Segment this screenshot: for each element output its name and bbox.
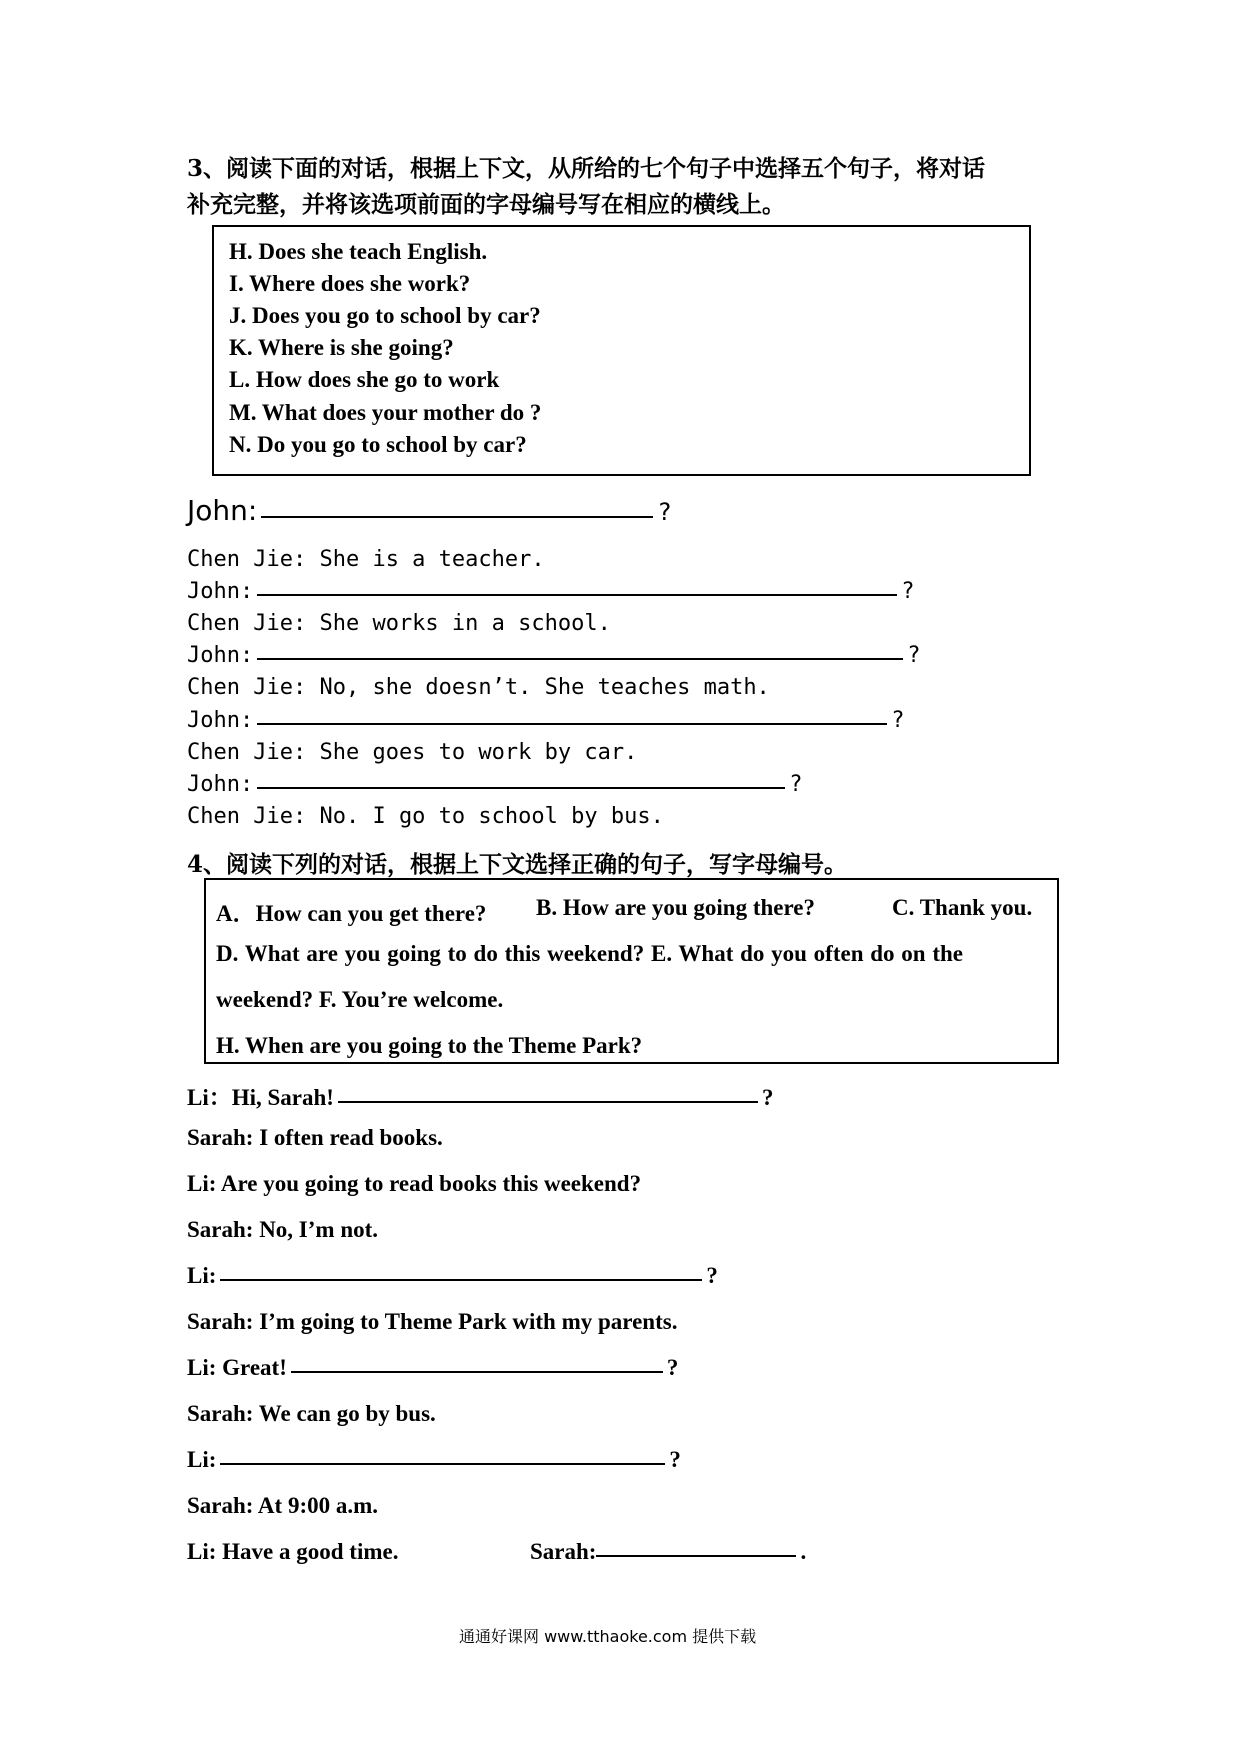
dialogue4-line-11-right [530, 1539, 806, 1565]
answer-blank[interactable] [338, 1100, 758, 1103]
dialogue-text: Sarah: [530, 1539, 597, 1564]
dialogue4-line-9 [187, 1447, 681, 1473]
answer-blank[interactable] [596, 1554, 796, 1557]
options-line-f: weekend? F. You’re welcome. [216, 987, 504, 1012]
speaker: John: [187, 772, 254, 797]
answer-blank[interactable] [257, 786, 785, 789]
option-h: H. Does she teach English. [229, 239, 488, 264]
dialogue-text: Li: [187, 1447, 217, 1472]
dialogue4-line-7 [187, 1355, 678, 1381]
reply-text: No, she doesn’t. She teaches math. [319, 675, 770, 700]
dialogue-text: Li：Hi, Sarah! [187, 1085, 334, 1110]
speaker: Chen Jie: [187, 675, 307, 700]
line-end: ? [666, 1355, 679, 1380]
answer-blank[interactable] [257, 722, 887, 725]
answer-blank[interactable] [220, 1278, 702, 1281]
dialogue3-line-4 [187, 611, 611, 636]
dialogue3-line-8 [187, 740, 637, 765]
speaker: Chen Jie: [187, 740, 307, 765]
option-h-when: H. When are you going to the Theme Park? [216, 1033, 643, 1058]
dialogue3-line-1 [187, 494, 672, 527]
speaker: John: [187, 708, 254, 733]
line-end: ? [669, 1447, 681, 1472]
dialogue3-line-6 [187, 675, 770, 700]
option-l: L. How does she go to work [229, 367, 500, 392]
option-j: J. Does you go to school by car? [229, 303, 541, 328]
section3-heading-line1: 3、阅读下面的对话，根据上下文，从所给的七个句子中选择五个句子，将对话 [187, 155, 986, 182]
dialogue3-line-3 [187, 579, 914, 604]
line-end: ? [907, 643, 921, 668]
options-line-de: D. What are you going to do this weekend? E. What do you often do on the [216, 941, 963, 966]
dialogue3-line-9 [187, 772, 802, 797]
option-c: C. Thank you. [892, 895, 1033, 920]
option-n: N. Do you go to school by car? [229, 432, 527, 457]
speaker: John: [187, 579, 254, 604]
dialogue-text: Li: Great! [187, 1355, 287, 1380]
option-m: M. What does your mother do ? [229, 400, 542, 425]
line-end: ? [706, 1263, 718, 1288]
reply-text: She is a teacher. [319, 547, 545, 572]
footer-text: 通通好课网 www.tthaoke.com 提供下载 [459, 1627, 757, 1646]
dialogue3-line-10 [187, 804, 664, 829]
speaker: Chen Jie: [187, 547, 307, 572]
speaker: Chen Jie: [187, 804, 307, 829]
dialogue4-line-5 [187, 1263, 718, 1289]
line-end: ? [901, 579, 915, 604]
answer-blank[interactable] [261, 515, 653, 518]
speaker: Chen Jie: [187, 611, 307, 636]
line-end: ? [789, 772, 803, 797]
section4-heading: 4、阅读下列的对话，根据上下文选择正确的句子，写字母编号。 [187, 851, 848, 878]
dialogue3-line-5 [187, 643, 920, 668]
reply-text: She goes to work by car. [319, 740, 638, 765]
dialogue4-line-1 [187, 1079, 773, 1112]
answer-blank[interactable] [257, 657, 903, 660]
answer-blank[interactable] [220, 1462, 665, 1465]
answer-blank[interactable] [291, 1370, 663, 1373]
option-k: K. Where is she going? [229, 335, 454, 360]
dialogue4-line-4: Sarah: No, I’m not. [187, 1217, 379, 1242]
line-end: ? [891, 708, 905, 733]
speaker: John: [187, 643, 254, 668]
dialogue4-line-11-left: Li: Have a good time. [187, 1539, 399, 1564]
section3-heading-line2: 补充完整，并将该选项前面的字母编号写在相应的横线上。 [187, 191, 785, 218]
dialogue4-line-6: Sarah: I’m going to Theme Park with my parents. [187, 1309, 678, 1334]
dialogue4-line-3: Li: Are you going to read books this weekend? [187, 1171, 642, 1196]
option-b: B. How are you going there? [536, 895, 815, 920]
dialogue4-line-2: Sarah: I often read books. [187, 1125, 443, 1150]
option-i: I. Where does she work? [229, 271, 471, 296]
reply-text: No. I go to school by bus. [319, 804, 664, 829]
dialogue4-line-10: Sarah: At 9:00 a.m. [187, 1493, 379, 1518]
answer-blank[interactable] [257, 593, 897, 596]
line-end: ? [657, 498, 672, 526]
line-end: . [800, 1539, 807, 1564]
option-a: A．How can you get there? [216, 901, 487, 926]
speaker: John: [187, 494, 258, 527]
dialogue3-line-2 [187, 547, 545, 572]
reply-text: She works in a school. [319, 611, 611, 636]
dialogue-text: Li: [187, 1263, 217, 1288]
line-end: ? [761, 1085, 774, 1110]
dialogue4-line-8: Sarah: We can go by bus. [187, 1401, 436, 1426]
dialogue3-line-7 [187, 708, 904, 733]
